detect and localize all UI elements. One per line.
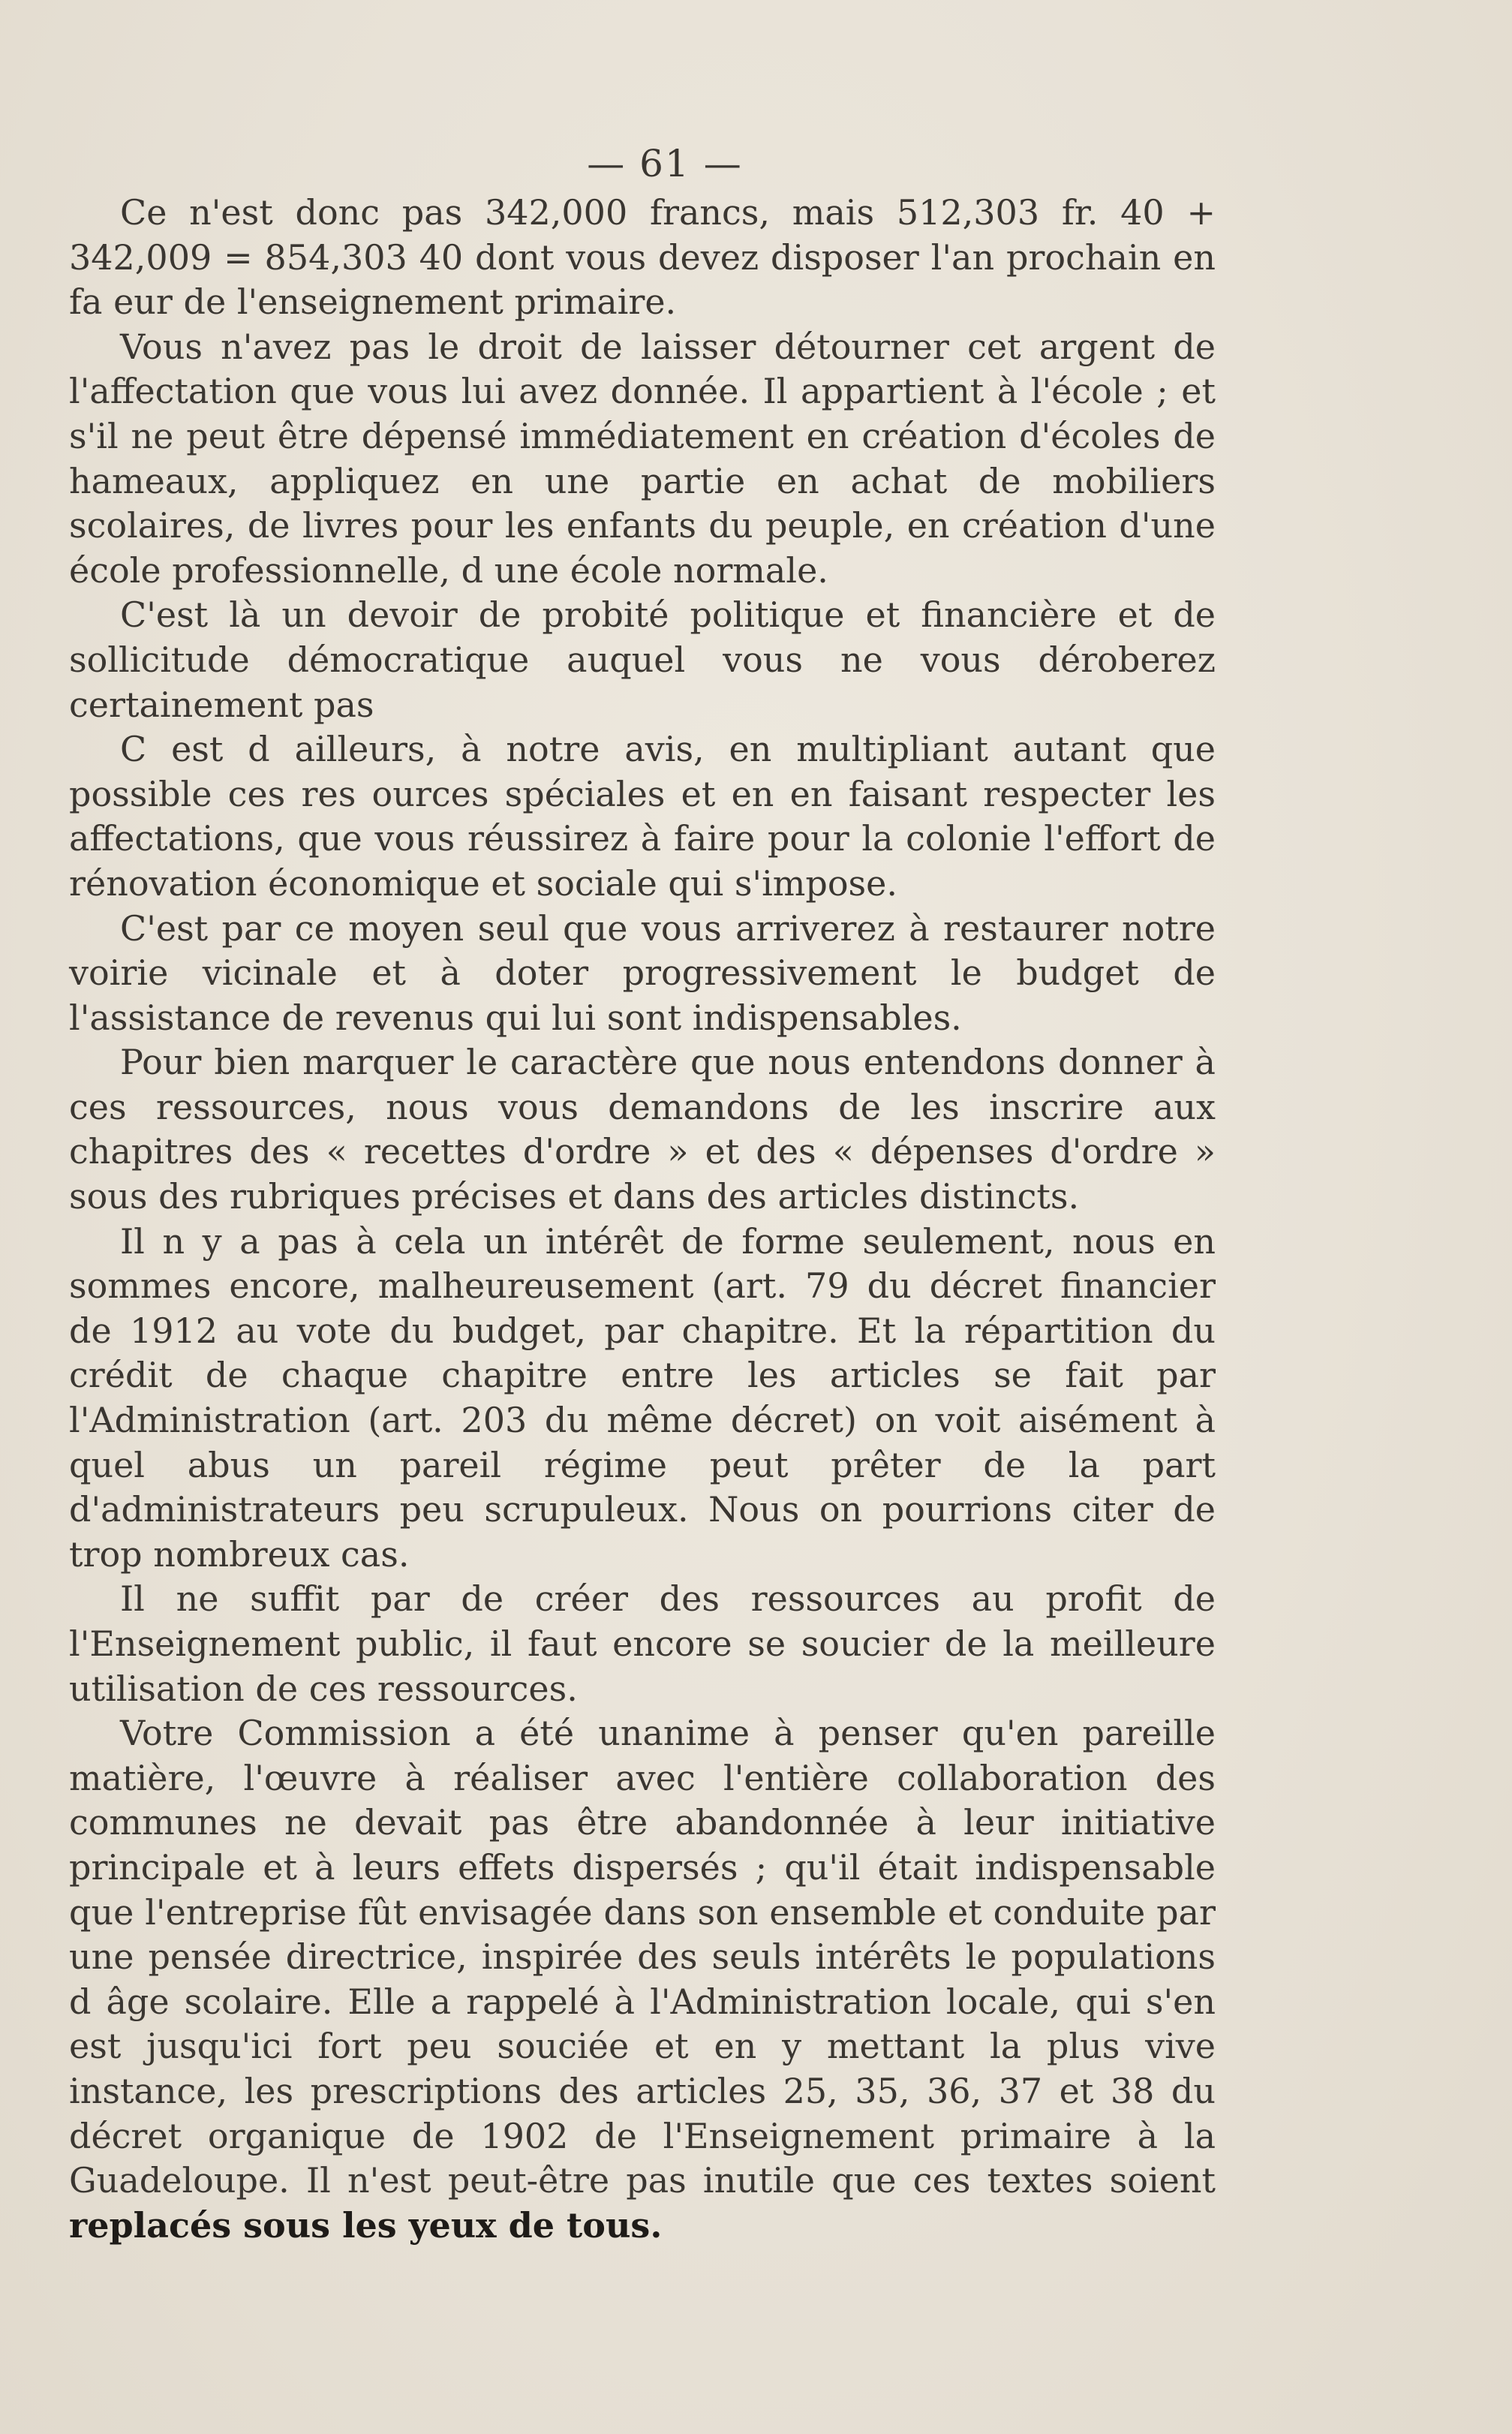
paragraph-9 — [69, 1711, 1216, 2248]
paragraph-4: C est d ailleurs, à notre avis, en multipliant autant que possible ces res ources spéciales et en en faisant respecter les affectations, que vous réussirez à faire pour la colonie l'effort de rénovation économique et sociale qui s'impose. — [69, 729, 1216, 904]
paragraph-5: C'est par ce moyen seul que vous arriverez à restaurer notre voirie vicinale et à doter progressivement le budget de l'assistance de revenus qui lui sont indispensables. — [69, 907, 1216, 1038]
paragraph-1: Ce n'est donc pas 342,000 francs, mais 512,303 fr. 40 + 342,009 = 854,303 40 dont vous devez disposer l'an prochain en fa eur de l'enseignement primaire. — [69, 192, 1216, 323]
page-number: — 61 — — [587, 142, 743, 185]
paragraph-9-ending: replacés sous les yeux de tous. — [69, 2204, 663, 2246]
paragraph-6: Pour bien marquer le caractère que nous entendons donner à ces ressources, nous vous demandons de les inscrire aux chapitres des « recettes d'ordre » et des « dépenses d'ordre » sous des rubriques précises et dans des articles distincts. — [69, 1042, 1216, 1217]
paragraph-3: C'est là un devoir de probité politique et financière et de sollicitude démocratique auquel vous ne vous déroberez certainement pas — [69, 594, 1216, 725]
paragraph-8: Il ne suffit par de créer des ressources au profit de l'Enseignement public, il faut encore se soucier de la meilleure utilisation de ces ressources. — [69, 1578, 1216, 1709]
paragraph-2: Vous n'avez pas le droit de laisser détourner cet argent de l'affectation que vous lui avez donnée. Il appartient à l'école ; et s'il ne peut être dépensé immédiatement en création d'écoles de hameaux, appliquez en une partie en achat de mobiliers scolaires, de livres pour les enfants du peuple, en création d'une école professionnelle, d une école normale. — [69, 326, 1216, 591]
paragraph-9-body: Votre Commission a été unanime à penser qu'en pareille matière, l'œuvre à réaliser avec l'entière collaboration des communes ne devait pas être abandonnée à leur initiative principale et à leurs effets dispersés ; qu'il était indispensable que l'entreprise fût envisagée dans son ensemble et conduite par une pensée directrice, inspirée des seuls intérêts le populations d âge scolaire. Elle a rappelé à l'Administration locale, qui s'en est jusqu'ici fort peu souciée et en y mettant la plus vive instance, les prescriptions des articles 25, 35, 36, 37 et 38 du décret organique de 1902 de l'Enseignement primaire à la Guadeloupe. Il n'est peut-être pas inutile que ces textes soient — [69, 1713, 1216, 2201]
paragraph-7: Il n y a pas à cela un intérêt de forme seulement, nous en sommes encore, malheureusement (art. 79 du décret financier de 1912 au vote du budget, par chapitre. Et la répartition du crédit de chaque chapitre entre les articles se fait par l'Administration (art. 203 du même décret) on voit aisément à quel abus un pareil régime peut prêter de la part d'administrateurs peu scrupuleux. Nous on pourrions citer de trop nombreux cas. — [69, 1220, 1216, 1575]
text-block — [69, 143, 1216, 2248]
